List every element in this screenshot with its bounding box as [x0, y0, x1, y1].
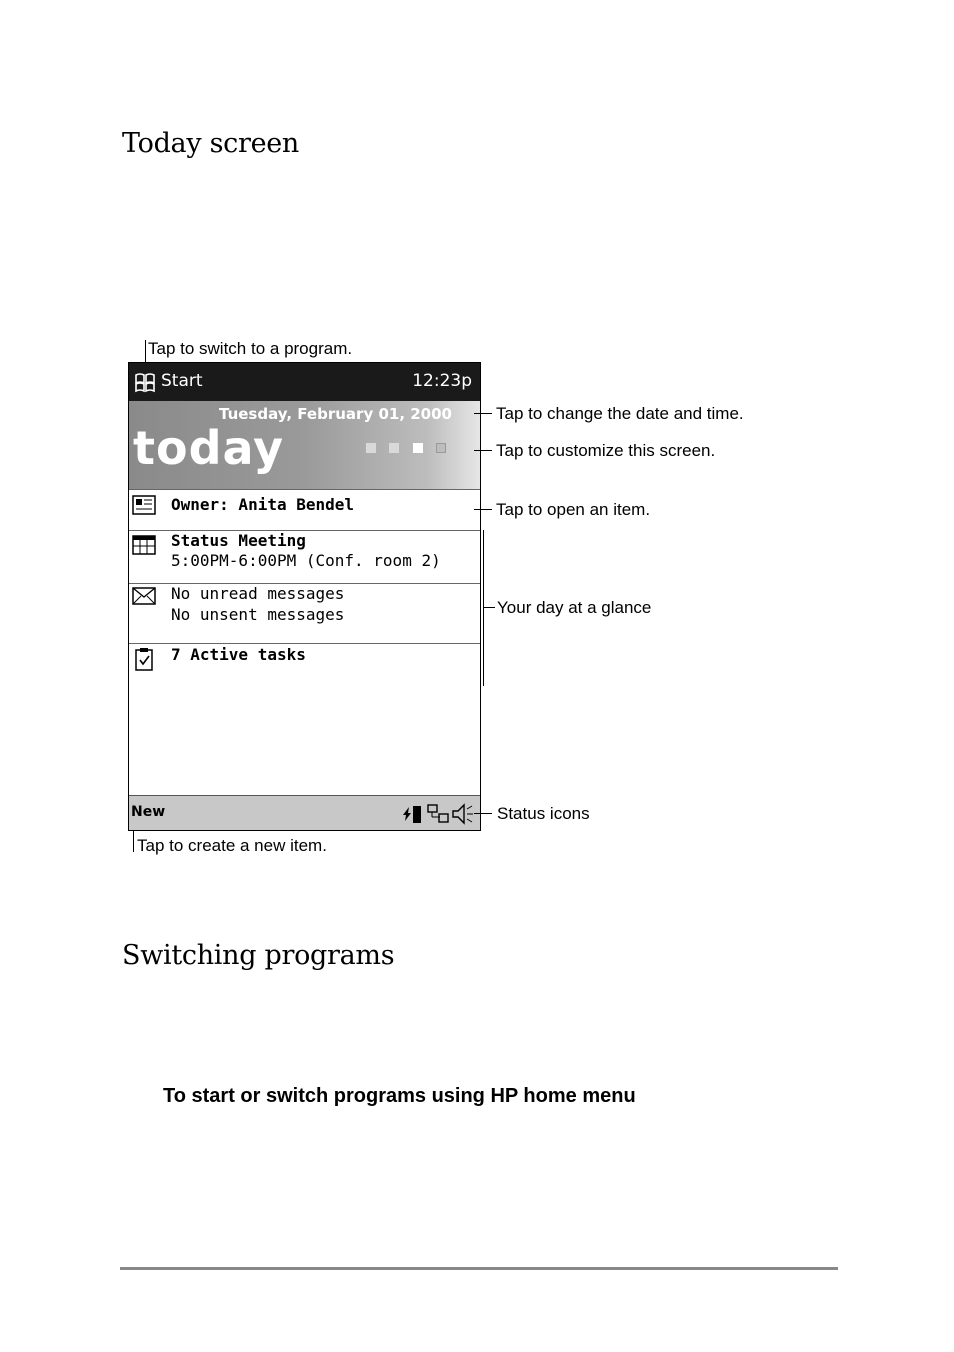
command-bar — [129, 795, 480, 831]
callout-line-customize — [474, 450, 492, 451]
new-button[interactable]: New — [131, 804, 166, 820]
callout-switch-program: Tap to switch to a program. — [148, 339, 353, 358]
appointment-row[interactable] — [129, 530, 480, 583]
callout-customize: Tap to customize this screen. — [496, 441, 716, 460]
banner-title: today — [133, 421, 285, 475]
clock[interactable]: 12:23p — [412, 371, 472, 391]
theme-dot-3 — [413, 443, 423, 453]
banner-date[interactable]: Tuesday, February 01, 2000 — [219, 405, 452, 423]
callout-new-item: Tap to create a new item. — [137, 836, 327, 855]
owner-card-icon — [132, 495, 156, 519]
theme-dot-1 — [366, 443, 376, 453]
callout-line-status-icons — [474, 813, 492, 814]
today-screen-device — [128, 362, 481, 831]
windows-flag-icon[interactable] — [134, 371, 158, 397]
callout-date-time: Tap to change the date and time. — [496, 404, 744, 423]
title-bar — [129, 363, 480, 401]
messages-unsent: No unsent messages — [171, 605, 345, 624]
messages-row[interactable] — [129, 583, 480, 643]
section-heading-today-screen: Today screen — [122, 128, 300, 159]
battery-icon[interactable] — [401, 803, 423, 829]
theme-dot-4 — [436, 443, 446, 453]
callout-bracket-day-glance — [483, 530, 484, 686]
callout-line-new-item — [133, 830, 134, 852]
speaker-volume-icon[interactable] — [451, 802, 475, 830]
messages-unread: No unread messages — [171, 584, 345, 603]
envelope-icon — [132, 587, 156, 609]
tasks-row[interactable] — [129, 643, 480, 794]
section-heading-switching-programs: Switching programs — [122, 940, 395, 971]
start-menu-label[interactable]: Start — [161, 371, 203, 391]
calendar-icon — [132, 535, 156, 559]
owner-row[interactable] — [129, 489, 480, 530]
callout-line-day-glance — [483, 607, 495, 608]
callout-status-icons: Status icons — [497, 804, 590, 823]
owner-text: Owner: Anita Bendel — [171, 495, 355, 514]
callout-line-switch — [145, 340, 146, 364]
tasks-text: 7 Active tasks — [171, 645, 306, 664]
callout-line-open-item — [474, 509, 492, 510]
theme-dot-2 — [389, 443, 399, 453]
footer-rule — [120, 1267, 838, 1270]
appointment-time: 5:00PM-6:00PM (Conf. room 2) — [171, 551, 441, 570]
connectivity-icon[interactable] — [426, 803, 450, 829]
callout-open-item: Tap to open an item. — [496, 500, 651, 519]
appointment-title: Status Meeting — [171, 531, 306, 550]
today-banner[interactable] — [129, 401, 480, 489]
tasks-clipboard-icon — [132, 647, 156, 675]
procedure-heading: To start or switch programs using HP home menu — [163, 1085, 636, 1107]
callout-line-date-time — [474, 413, 492, 414]
callout-day-glance: Your day at a glance — [497, 598, 652, 617]
